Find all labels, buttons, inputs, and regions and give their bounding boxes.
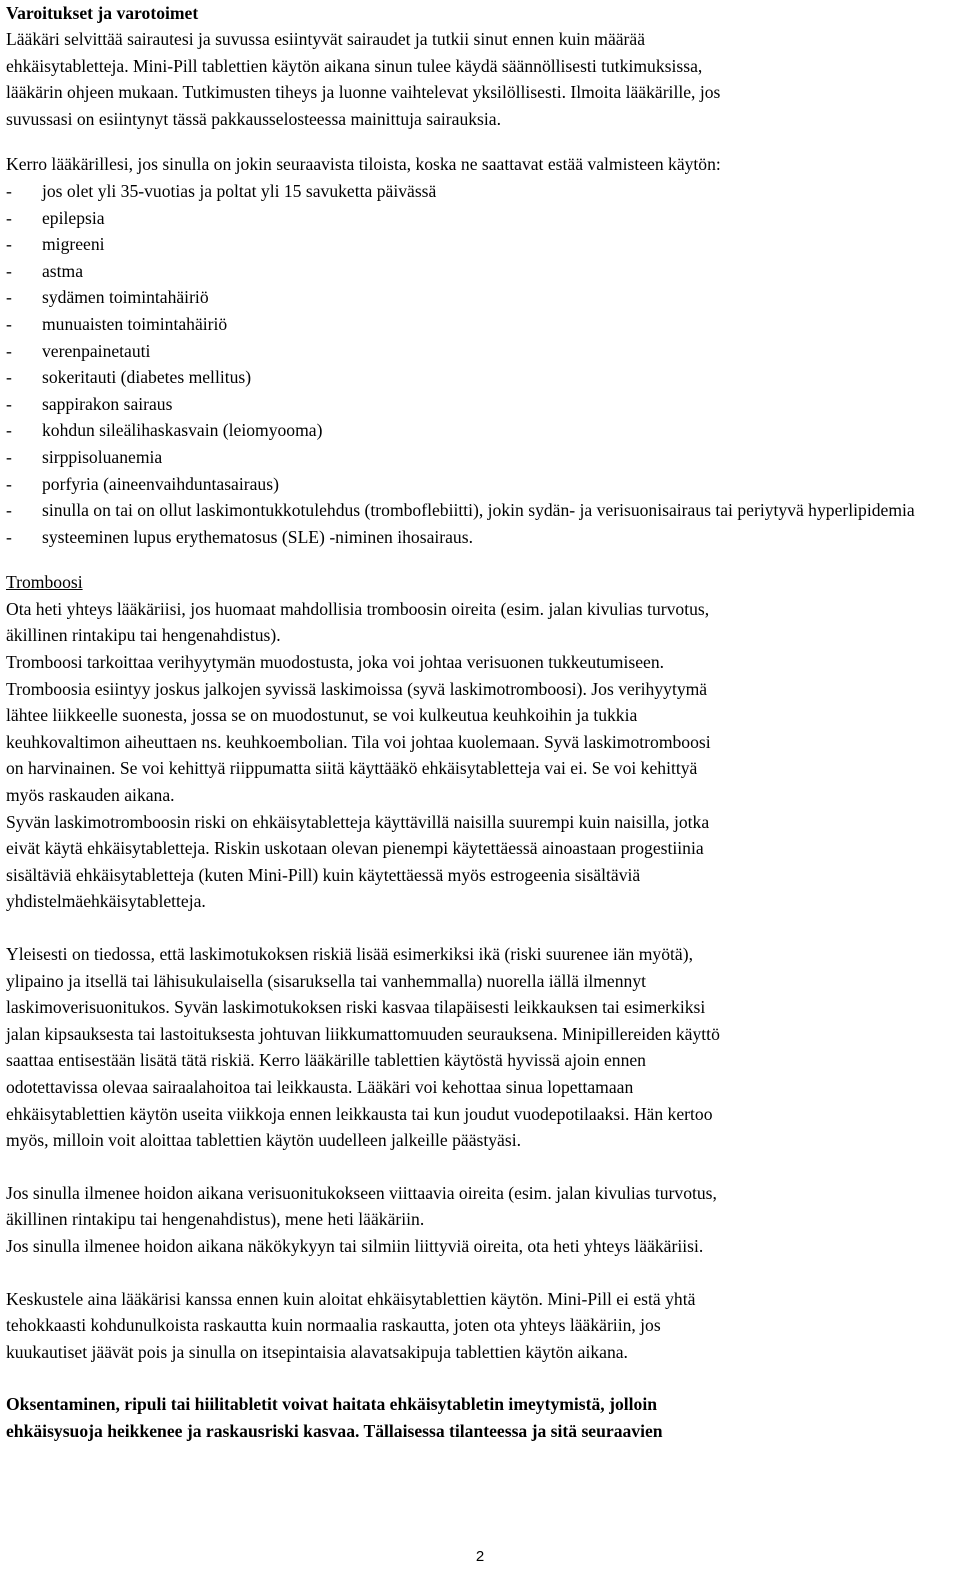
list-item: - sinulla on tai on ollut laskimontukkotulehdus (tromboflebiitti), jokin sydän- ja verisuonisairaus tai periytyvä hyperlipidemia: [6, 500, 915, 521]
text-line: jalan kipsauksesta tai lastoituksesta johtuvan liikkumattomuuden seurauksena. Minipillereiden käyttö: [6, 1023, 720, 1044]
text-line: lääkärin ohjeen mukaan. Tutkimusten tiheys ja luonne vaihtelevat yksilöllisesti. Ilmoita lääkärille, jos: [6, 82, 721, 103]
page-number: 2: [475, 1548, 485, 1565]
text-line: äkillinen rintakipu tai hengenahdistus).: [6, 625, 281, 646]
text-line: ehkäisytablettien käytön useita viikkoja ennen leikkausta tai kun joudut vuodepotilaaksi. Hän kertoo: [6, 1103, 713, 1124]
text-line: eivät käytä ehkäisytabletteja. Riskin uskotaan olevan pienempi käytettäessä ainoastaan progestiinia: [6, 838, 704, 859]
list-item: - sydämen toimintahäiriö: [6, 287, 209, 308]
text-line: myös, milloin voit aloittaa tablettien käytön uudelleen jalkeille päästyäsi.: [6, 1130, 521, 1151]
text-line: Ota heti yhteys lääkäriisi, jos huomaat mahdollisia tromboosin oireita (esim. jalan kivulias turvotus,: [6, 598, 710, 619]
text-line: Oksentaminen, ripuli tai hiilitabletit voivat haitata ehkäisytabletin imeytymistä, jolloin: [6, 1394, 657, 1415]
conditions-list: [6, 178, 954, 550]
list-item: - verenpainetauti: [6, 340, 151, 361]
text-line: lähtee liikkeelle suonesta, jossa se on muodostunut, se voi kulkeutua keuhkoihin ja tukkia: [6, 705, 638, 726]
text-line: ehkäisytabletteja. Mini-Pill tablettien käytön aikana sinun tulee käydä säännöllisesti tutkimuksissa,: [6, 55, 703, 76]
list-item: - sappirakon sairaus: [6, 393, 173, 414]
thrombosis-section: [6, 569, 954, 915]
text-line: Jos sinulla ilmenee hoidon aikana näkökykyyn tai silmiin liittyviä oireita, ota heti yhteys lääkäriisi.: [6, 1235, 704, 1256]
text-line: saattaa entisestään lisätä tätä riskiä. Kerro lääkärille tablettien käytöstä hyvissä ajoin ennen: [6, 1050, 646, 1071]
text-line: ylipaino ja itsellä tai lähisukulaisella (sisaruksella tai vanhemmalla) nuorella iällä ilmennyt: [6, 970, 647, 991]
text-line: Syvän laskimotromboosin riski on ehkäisytabletteja käyttävillä naisilla suurempi kuin naisilla, jotka: [6, 811, 710, 832]
symptoms-paragraph: [6, 1180, 954, 1260]
text-line: Yleisesti on tiedossa, että laskimotukoksen riskiä lisää esimerkiksi ikä (riski suurenee iän myötä),: [6, 944, 693, 964]
conditions-section: [6, 151, 954, 550]
warnings-paragraph: [6, 26, 954, 132]
list-item: - kohdun sileälihaskasvain (leiomyooma): [6, 420, 323, 441]
text-line: odotettavissa olevaa sairaalahoitoa tai leikkausta. Lääkäri voi kehottaa sinua lopettamaan: [6, 1076, 634, 1097]
text-line: Jos sinulla ilmenee hoidon aikana verisuonitukokseen viittaavia oireita (esim. jalan kivulias turvotus,: [6, 1182, 717, 1203]
text-line: Tromboosi tarkoittaa verihyytymän muodostusta, joka voi johtaa verisuonen tukkeutumiseen.: [6, 652, 665, 673]
text-line: Tromboosia esiintyy joskus jalkojen syvissä laskimoissa (syvä laskimotromboosi). Jos verihyytymä: [6, 678, 708, 699]
list-item: - porfyria (aineenvaihduntasairaus): [6, 473, 279, 494]
conditions-intro: Kerro lääkärillesi, jos sinulla on jokin seuraavista tiloista, koska ne saattavat estää valmisteen käytön:: [6, 154, 721, 175]
text-line: sisältäviä ehkäisytabletteja (kuten Mini-Pill) kuin käytettäessä myös estrogeenia sisältäviä: [6, 864, 641, 885]
list-item: - sirppisoluanemia: [6, 446, 163, 467]
text-line: myös raskauden aikana.: [6, 785, 175, 806]
text-line: suvussasi on esiintynyt tässä pakkausselosteessa mainittuja sairauksia.: [6, 108, 501, 129]
warning-paragraph: [6, 1391, 954, 1444]
risk-paragraph: [6, 941, 954, 1154]
discuss-paragraph: [6, 1286, 954, 1366]
text-line: laskimoverisuonitukos. Syvän laskimotukoksen riski kasvaa tilapäisesti leikkauksen tai esimerkiksi: [6, 997, 706, 1018]
text-line: ehkäisysuoja heikkenee ja raskausriski kasvaa. Tällaisessa tilanteessa ja sitä seuraavien: [6, 1420, 663, 1441]
section-heading-warnings: Varoitukset ja varotoimet: [6, 3, 199, 23]
text-line: Lääkäri selvittää sairautesi ja suvussa esiintyvät sairaudet ja tutkii sinut ennen kuin määrää: [6, 29, 646, 49]
text-line: tehokkaasti kohdunulkoista raskautta kuin normaalia raskautta, joten ota yhteys lääkäriin, jos: [6, 1315, 661, 1336]
text-line: äkillinen rintakipu tai hengenahdistus), mene heti lääkäriin.: [6, 1209, 425, 1230]
list-item: - astma: [6, 260, 84, 281]
text-line: yhdistelmäehkäisytabletteja.: [6, 891, 206, 912]
text-line: keuhkovaltimon aiheuttaen ns. keuhkoembolian. Tila voi johtaa kuolemaan. Syvä laskimotromboosi: [6, 731, 711, 752]
list-item: - munuaisten toimintahäiriö: [6, 313, 228, 334]
text-line: on harvinainen. Se voi kehittyä riippumatta siitä käyttääkö ehkäisytabletteja vai ei. Se voi kehittyä: [6, 758, 698, 779]
list-item: - sokeritauti (diabetes mellitus): [6, 367, 252, 388]
list-item: - jos olet yli 35-vuotias ja poltat yli 15 savuketta päivässä: [6, 180, 437, 201]
document-page: [6, 0, 954, 1445]
list-item: - systeeminen lupus erythematosus (SLE) -niminen ihosairaus.: [6, 526, 473, 547]
list-item: - migreeni: [6, 234, 105, 255]
thrombosis-title: Tromboosi: [6, 572, 83, 593]
text-line: kuukautiset jäävät pois ja sinulla on itsepintaisia alavatsakipuja tablettien käytön aikana.: [6, 1341, 628, 1362]
list-item: - epilepsia: [6, 207, 105, 228]
text-line: Keskustele aina lääkärisi kanssa ennen kuin aloitat ehkäisytablettien käytön. Mini-Pill ei estä yhtä: [6, 1288, 696, 1309]
